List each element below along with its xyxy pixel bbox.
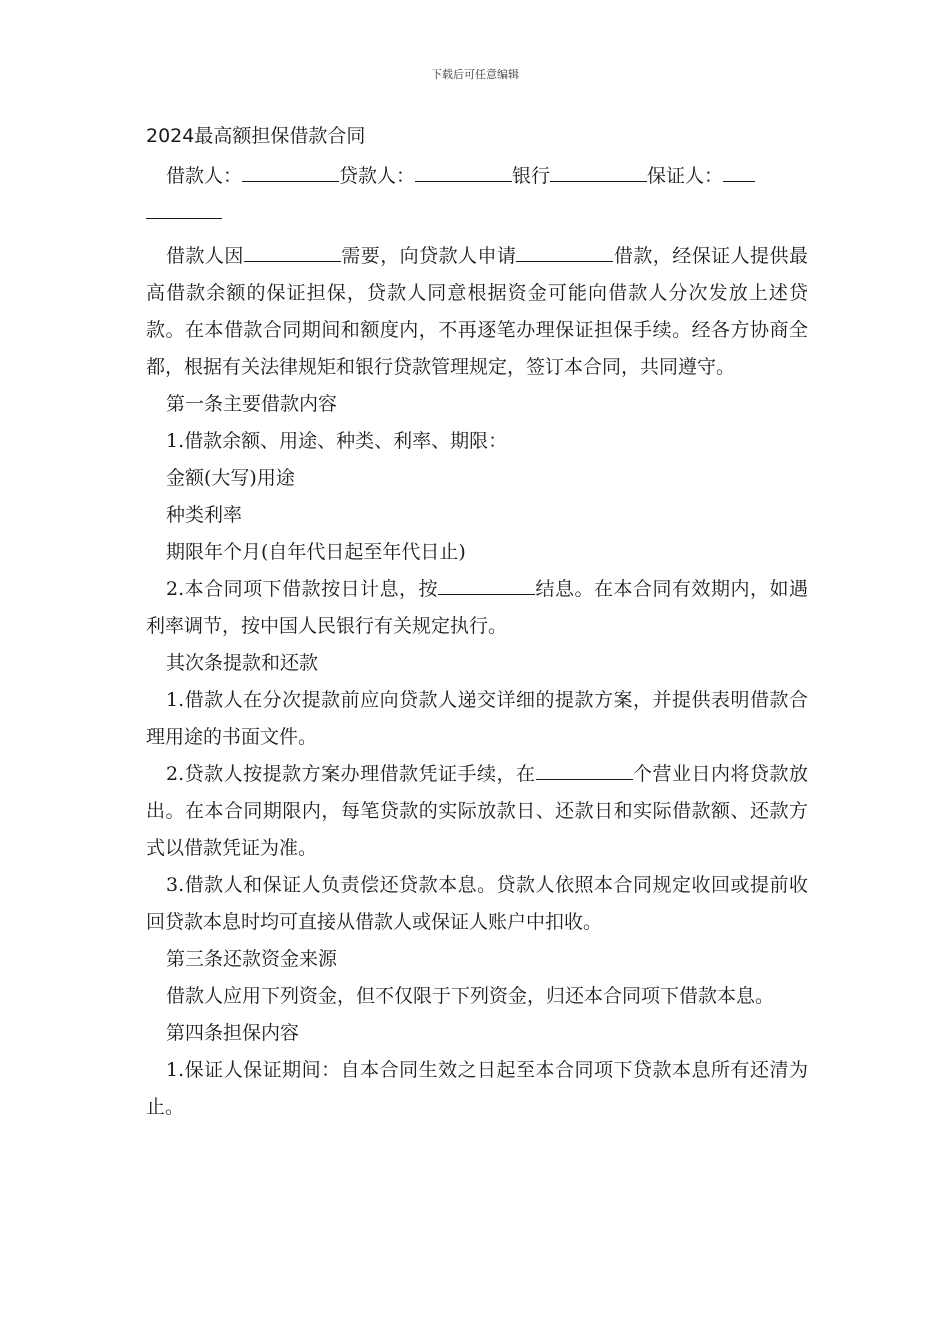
art1-2-text-a: 2.本合同项下借款按日计息，按 (166, 578, 439, 600)
guarantor-blank (723, 180, 755, 182)
loan-amount-blank (516, 260, 613, 262)
article-2-item-2 (146, 756, 808, 867)
business-days-blank (536, 778, 633, 780)
document-body (146, 122, 808, 1126)
guarantor-blank-cont (146, 217, 222, 219)
lender-blank (415, 180, 512, 182)
article-1-item-1: 1.借款余额、用途、种类、利率、期限： (166, 430, 508, 452)
article-3-body: 借款人应用下列资金，但不仅限于下列资金，归还本合同项下借款本息。 (166, 985, 775, 1007)
article-3-title: 第三条还款资金来源 (166, 948, 338, 970)
art2-2-text-a: 2.贷款人按提款方案办理借款凭证手续，在 (166, 763, 536, 785)
bank-blank (550, 180, 647, 182)
intro-text-c: 借款，经保证人提供最高借款余额的保证担保，贷款人同意根据资金可能向借款人分次发放上述贷款。在本借款合同期间和额度内，不再逐笔办理保证担保手续。经各方协商全都，根据有关法律规矩和银行贷款管理规定，签订本合同，共同遵守。 (146, 245, 808, 378)
intro-text-b: 需要，向贷款人申请 (340, 245, 517, 267)
guarantor-label: 保证人： (647, 165, 724, 187)
intro-text-a: 借款人因 (166, 245, 244, 267)
bank-label: 银行 (512, 165, 551, 187)
article-1-term: 期限年个月(自年代日起至年代日止) (166, 541, 466, 563)
borrower-blank (242, 180, 339, 182)
interest-settle-blank (438, 593, 535, 595)
lender-label: 贷款人： (339, 165, 416, 187)
article-4-title: 第四条担保内容 (166, 1022, 300, 1044)
borrower-label: 借款人： (166, 165, 243, 187)
article-1-title: 第一条主要借款内容 (166, 393, 338, 415)
parties-line (146, 158, 808, 232)
article-1-item-2 (146, 571, 808, 645)
page-header: 下载后可任意编辑 (431, 68, 519, 81)
article-2-title: 其次条提款和还款 (166, 652, 319, 674)
art1-2-text-b: 结息。在本合同有效期内，如遇利率调节，按中国人民银行有关规定执行。 (146, 578, 808, 637)
article-1-amount: 金额(大写)用途 (166, 467, 295, 489)
article-1-type: 种类利率 (166, 504, 243, 526)
article-2-item-3: 3.借款人和保证人负责偿还贷款本息。贷款人依照本合同规定收回或提前收回贷款本息时均可直接从借款人或保证人账户中扣收。 (146, 874, 808, 933)
art2-2-text-b: 个营业日内将贷款放出。在本合同期限内，每笔贷款的实际放款日、还款日和实际借款额、还款方式以借款凭证为准。 (146, 763, 808, 859)
intro-paragraph (146, 238, 808, 386)
article-4-item-1: 1.保证人保证期间：自本合同生效之日起至本合同项下贷款本息所有还清为止。 (146, 1059, 808, 1118)
article-2-item-1: 1.借款人在分次提款前应向贷款人递交详细的提款方案，并提供表明借款合理用途的书面文件。 (146, 689, 808, 748)
document-title: 2024最高额担保借款合同 (146, 125, 366, 147)
purpose-blank (244, 260, 341, 262)
